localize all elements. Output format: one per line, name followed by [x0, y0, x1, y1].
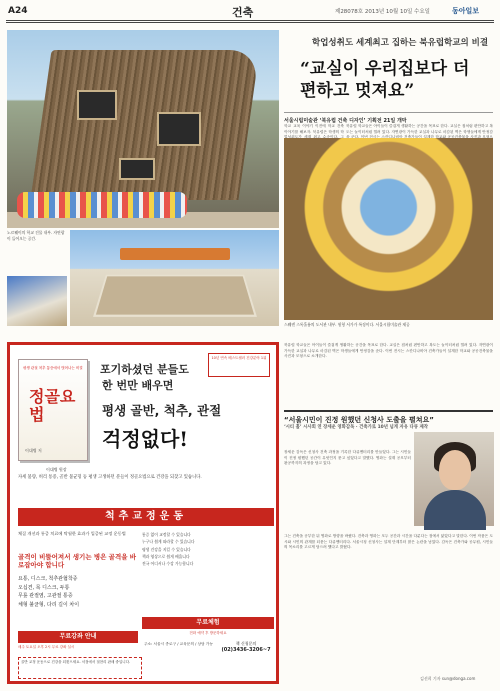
list-item: 평생 건강을 지킬 수 있습니다	[142, 546, 191, 552]
interview-body-1: 장세운 감독은 신청사 건축 과정을 기록한 다큐멘터리를 만들었다. 그는 시민들이 진정 원했던 공간이 무엇인지 묻고 싶었다고 말했다. 영화는 설계 공모부터 완공까지의 과정을 담고 있다.	[284, 450, 411, 466]
school-courtyard-photo	[70, 230, 279, 326]
courtyard-roof	[120, 248, 230, 260]
article-body-1: 북유럽 학교들은 아이들이 즐겁게 생활하는 공간을 목표로 한다. 교실은 집처럼 편안하고 복도는 놀이터처럼 열려 있다. 자연광이 가득한 교실과 나무로 마감된 벽은 학생들에게 안정감	[346, 124, 493, 134]
page-number: A24	[8, 6, 28, 16]
article-subhead: 서울시립미술관 ‘북유럽 건축 디자인’ 기획전 21일 개막	[284, 112, 493, 124]
header-rule	[6, 20, 494, 21]
interview-title: “서울시민이 진정 원했던 신청사 도출을 펼쳐요”	[284, 410, 493, 425]
ad-description: 자세 불량, 허리 통증, 골반 불균형 등 평생 고생하던 분들이 정골요법으로 건강을 되찾고 있습니다.	[18, 475, 202, 480]
list-item: 체형 불균형, 다리 길이 차이	[18, 601, 80, 608]
issue-date: 제28078호 2013년 10월 10일 수요일	[335, 9, 430, 15]
list-item: 무릎 관절염, 고관절 통증	[18, 593, 73, 600]
ad-benefit-list	[142, 531, 274, 567]
ad-coupon-box: 골반 교정 운동으로 건강을 되찾으세요. 서점에서 절찬리 판매 중입니다.	[18, 657, 142, 679]
interview-body-2: 그는 건축을 공부한 뒤 영화로 방향을 바꿨다. 건축과 영화는 모두 공간과 시간을 다룬다는 점에서 닮았다고 말한다. 이번 작품은 도시와 시민의 관계를 되묻는 다큐멘터리다. 서울시청 신청사는 설계 단계부터 많은 논란을 낳았다. 감독은 건축가와 공무원, 시민들의 목소리를 고르게 담으려 했다고 밝혔다.	[284, 534, 493, 550]
photo-caption-left: 노르웨이의 학교 건물 내부. 자연광이 들어오는 공간.	[7, 230, 65, 241]
page-header	[0, 0, 500, 22]
photo-caption-right: 스웨덴 스톡홀름의 도서관 내부. 원형 서가가 특징이다. 서울시립미술관 제공	[284, 322, 410, 327]
director-portrait	[414, 432, 494, 526]
ad-headline-1: 포기하셨던 분들도	[100, 363, 189, 376]
ad-headline-2: 한 번만 배우면	[102, 379, 174, 392]
library-interior-photo	[284, 138, 493, 320]
list-item: 통증 없이 교정할 수 있습니다	[142, 532, 191, 537]
ad-contact-info: 주소: 서울시 종로구 / 교육문의 / 상담 가능	[144, 642, 213, 646]
list-item: 오십견, 목 디스크, 두통	[18, 584, 70, 591]
phone-label: 책 신청문의	[235, 641, 257, 646]
children-group	[17, 192, 187, 218]
ad-phone-box	[218, 641, 274, 653]
article-headline: “교실이 우리집보다 더 편하고 멋져요”	[300, 59, 470, 101]
portrait-face	[439, 450, 471, 490]
building-window	[77, 90, 117, 120]
article-body-1-cont: 북유럽 학교들은 아이들이 즐겁게 생활하는 공간을 목표로 한다. 교실은 집처럼 편안하고 복도는 놀이터처럼 열려 있다. 자연광이 가득한 교실과 나무로 마감된 벽은 학생들에게 안정감을 준다. 이번 전시는 스칸디나비아 건축가들이 설계한 학교와 공공건축물을 사진과 모형으로 소개한다.	[284, 343, 493, 359]
book-tagline: 평생 관절 척추 통증에서 벗어나는 비결	[23, 366, 83, 370]
author-caption: 이대병 원장	[46, 467, 67, 472]
ad-headline-3: 평생 골반, 척추, 관절	[102, 403, 222, 418]
bestseller-stamp: 10년 연속 베스트셀러 건강분야 1위	[208, 353, 270, 377]
list-item: 요통, 디스크, 척추관협착증	[18, 576, 78, 582]
ad-symptom-list	[18, 575, 136, 609]
free-lecture-bar: 무료강좌 안내	[18, 631, 138, 643]
book-cover	[18, 359, 88, 461]
book-title: 정골요법	[29, 387, 76, 424]
byline: 김선희 기자 sun@donga.com	[420, 676, 476, 681]
list-item: 전국 어디서나 수강 가능합니다	[142, 561, 194, 567]
free-trial-note: 전화 예약 후 방문하세요	[189, 631, 227, 635]
building-window	[157, 112, 201, 146]
ad-headline-4: 걱정없다!	[102, 427, 189, 451]
list-item: 누구나 쉽게 따라할 수 있습니다	[142, 539, 195, 545]
main-photo-kindergarten	[7, 30, 279, 228]
interior-photo	[7, 276, 67, 326]
list-item: 책과 영상으로 쉽게 배웁니다	[142, 553, 190, 559]
building-window	[119, 158, 155, 180]
ad-left-heading: 골격이 비뚤어져서 생기는 병은 골격을 바로잡아야 합니다	[18, 553, 137, 569]
free-trial-bar: 무료체험	[142, 617, 274, 629]
ad-banner: 척추교정운동	[18, 508, 274, 526]
newspaper-logo: 동아일보	[452, 7, 480, 15]
header-rule-2	[6, 22, 494, 23]
portrait-body	[424, 490, 486, 530]
courtyard-floor	[93, 275, 257, 317]
article-kicker: 학업성취도 세계최고 집하는 북유럽학교의 비결	[312, 38, 489, 48]
book-author: 이대병 저	[25, 448, 42, 453]
free-lecture-note: 매주 토요일 오후 2시 무료 강좌 실시	[18, 645, 75, 649]
ad-left-text: 체질 개선과 통증 치료에 탁월한 효과가 입증된 교정 운동법	[18, 531, 126, 536]
section-title: 건축	[232, 6, 254, 19]
phone-number: (02)3436-3206~7	[221, 647, 271, 653]
book-advertisement	[7, 342, 279, 684]
article-body-intro: 학교 교육 이야기 이전에 학교 건축 이야기를 해보자. 북유럽은 학생의 학	[284, 124, 344, 134]
interview-subtitle: ‘시티 홀’ 시사회 연 장세운 영화감독 · 건축가로 10년 넘게 자유 다큐 제작	[284, 425, 428, 430]
